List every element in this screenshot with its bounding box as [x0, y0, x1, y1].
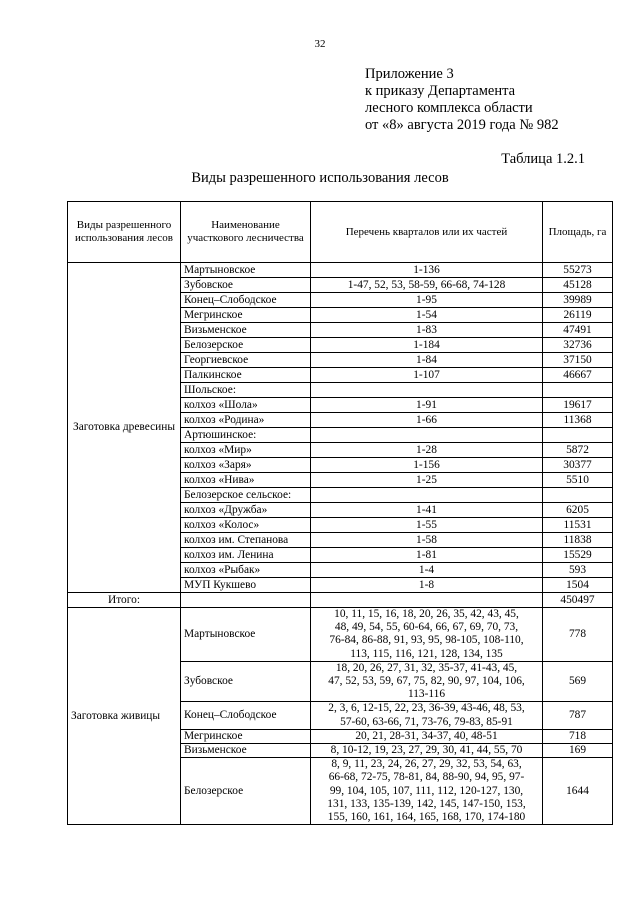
header-forestry: Наименование участкового лесничества	[181, 202, 311, 263]
forestry-name: колхоз «Родина»	[181, 413, 311, 428]
total-row	[68, 593, 613, 608]
area-cell: 718	[543, 729, 613, 743]
quarters-line: 8, 9, 11, 23, 24, 26, 27, 29, 32, 53, 54, 63,	[331, 758, 522, 771]
quarters-line: 57-60, 63-66, 71, 73-76, 79-83, 85-91	[340, 715, 513, 728]
forestry-name: Конец–Слободское	[181, 293, 311, 308]
quarters-line: 113, 115, 116, 121, 128, 134, 135	[350, 647, 503, 660]
forestry-name: колхоз им. Ленина	[181, 548, 311, 563]
quarters-cell: 1-8	[311, 578, 543, 593]
quarters-cell	[311, 488, 543, 503]
appendix-line-1: Приложение 3	[365, 66, 454, 82]
quarters-cell: 1-95	[311, 293, 543, 308]
area-cell: 1504	[543, 578, 613, 593]
total-empty-quarters	[311, 593, 543, 608]
table-row	[68, 263, 613, 278]
area-cell: 5510	[543, 473, 613, 488]
area-cell: 5872	[543, 443, 613, 458]
quarters-cell: 1-81	[311, 548, 543, 563]
appendix-line-4: от «8» августа 2019 года № 982	[365, 117, 559, 133]
use-type-cell: Заготовка живицы	[68, 608, 181, 825]
area-cell: 6205	[543, 503, 613, 518]
quarters-cell: 1-91	[311, 398, 543, 413]
area-cell: 569	[543, 661, 613, 702]
quarters-line: 8, 10-12, 19, 23, 27, 29, 30, 41, 44, 55, 70	[330, 744, 523, 757]
quarters-cell: 1-84	[311, 353, 543, 368]
quarters-line: 155, 160, 161, 164, 165, 168, 170, 174-180	[327, 811, 526, 824]
quarters-cell	[311, 758, 543, 825]
quarters-cell: 1-4	[311, 563, 543, 578]
table-header-row	[68, 202, 613, 263]
table-title: Виды разрешенного использования лесов	[191, 170, 449, 186]
forestry-name: колхоз «Колос»	[181, 518, 311, 533]
area-cell: 19617	[543, 398, 613, 413]
area-cell	[543, 428, 613, 443]
forestry-name: колхоз «Заря»	[181, 458, 311, 473]
quarters-cell: 1-55	[311, 518, 543, 533]
forestry-name: Визьменское	[181, 323, 311, 338]
forestry-name: Белозерское сельское:	[181, 488, 311, 503]
forestry-name: Палкинское	[181, 368, 311, 383]
table-row	[68, 608, 613, 662]
quarters-line: 2, 3, 6, 12-15, 22, 23, 36-39, 43-46, 48, 53,	[328, 702, 525, 715]
forestry-name: Конец–Слободское	[181, 702, 311, 729]
quarters-line: 18, 20, 26, 27, 31, 32, 35-37, 41-43, 45,	[335, 661, 518, 674]
quarters-cell: 1-25	[311, 473, 543, 488]
area-cell: 778	[543, 608, 613, 662]
appendix-line-3: лесного комплекса области	[365, 100, 533, 116]
quarters-cell	[311, 661, 543, 702]
forestry-name: колхоз «Нива»	[181, 473, 311, 488]
quarters-line: 99, 104, 105, 107, 111, 112, 120-127, 130,	[329, 784, 524, 797]
quarters-cell: 1-156	[311, 458, 543, 473]
quarters-line: 47, 52, 53, 59, 67, 75, 82, 90, 97, 104, 106,	[328, 675, 525, 688]
quarters-cell	[311, 744, 543, 758]
forest-use-table	[67, 201, 613, 825]
quarters-line: 66-68, 72-75, 78-81, 84, 88-90, 94, 95, 97-	[328, 771, 525, 784]
forestry-name: Мегринское	[181, 308, 311, 323]
forestry-name: Белозерское	[181, 758, 311, 825]
area-cell: 30377	[543, 458, 613, 473]
area-cell: 169	[543, 744, 613, 758]
area-cell: 593	[543, 563, 613, 578]
area-cell: 46667	[543, 368, 613, 383]
quarters-cell: 1-107	[311, 368, 543, 383]
header-area: Площадь, га	[543, 202, 613, 263]
area-cell: 15529	[543, 548, 613, 563]
forestry-name: колхоз им. Степанова	[181, 533, 311, 548]
forestry-name: колхоз «Мир»	[181, 443, 311, 458]
quarters-cell	[311, 729, 543, 743]
forestry-name: Артюшинское:	[181, 428, 311, 443]
area-cell: 11368	[543, 413, 613, 428]
quarters-line: 113-116	[407, 688, 446, 701]
table-number: Таблица 1.2.1	[501, 151, 585, 167]
area-cell	[543, 488, 613, 503]
quarters-cell	[311, 383, 543, 398]
forestry-name: Зубовское	[181, 278, 311, 293]
quarters-line: 76-84, 86-88, 91, 93, 95, 98-105, 108-110,	[329, 634, 524, 647]
quarters-line: 48, 49, 54, 55, 60-64, 66, 67, 69, 70, 73,	[334, 621, 519, 634]
table-body	[68, 263, 613, 825]
forestry-name: Зубовское	[181, 661, 311, 702]
area-cell: 37150	[543, 353, 613, 368]
quarters-line: 10, 11, 15, 16, 18, 20, 26, 35, 42, 43, 45,	[334, 608, 519, 620]
area-cell: 1644	[543, 758, 613, 825]
quarters-cell: 1-83	[311, 323, 543, 338]
area-cell	[543, 383, 613, 398]
area-cell: 55273	[543, 263, 613, 278]
quarters-cell: 1-47, 52, 53, 58-59, 66-68, 74-128	[311, 278, 543, 293]
forestry-name: Мартыновское	[181, 263, 311, 278]
total-label: Итого:	[68, 593, 181, 608]
total-area: 450497	[543, 593, 613, 608]
area-cell: 26119	[543, 308, 613, 323]
quarters-line: 131, 133, 135-139, 142, 145, 147-150, 153,	[327, 797, 526, 810]
forestry-name: Шольское:	[181, 383, 311, 398]
forestry-name: Белозерское	[181, 338, 311, 353]
forestry-name: Мартыновское	[181, 608, 311, 662]
area-cell: 32736	[543, 338, 613, 353]
quarters-cell: 1-184	[311, 338, 543, 353]
total-empty-forestry	[181, 593, 311, 608]
forestry-name: Георгиевское	[181, 353, 311, 368]
forestry-name: МУП Кукшево	[181, 578, 311, 593]
forestry-name: колхоз «Дружба»	[181, 503, 311, 518]
quarters-cell: 1-41	[311, 503, 543, 518]
quarters-cell	[311, 428, 543, 443]
appendix-line-2: к приказу Департамента	[365, 83, 516, 99]
appendix-header	[365, 66, 559, 134]
area-cell: 11838	[543, 533, 613, 548]
forestry-name: колхоз «Рыбак»	[181, 563, 311, 578]
quarters-cell	[311, 702, 543, 729]
quarters-cell: 1-136	[311, 263, 543, 278]
quarters-cell	[311, 608, 543, 662]
header-quarters: Перечень кварталов или их частей	[311, 202, 543, 263]
use-type-cell: Заготовка древесины	[68, 263, 181, 593]
forestry-name: Визьменское	[181, 744, 311, 758]
area-cell: 39989	[543, 293, 613, 308]
area-cell: 11531	[543, 518, 613, 533]
forestry-name: колхоз «Шола»	[181, 398, 311, 413]
quarters-cell: 1-58	[311, 533, 543, 548]
forestry-name: Мегринское	[181, 729, 311, 743]
quarters-cell: 1-28	[311, 443, 543, 458]
area-cell: 787	[543, 702, 613, 729]
page-number: 32	[314, 38, 326, 50]
quarters-cell: 1-66	[311, 413, 543, 428]
quarters-cell: 1-54	[311, 308, 543, 323]
area-cell: 45128	[543, 278, 613, 293]
header-use-type: Виды разрешенного использования лесов	[68, 202, 181, 263]
quarters-line: 20, 21, 28-31, 34-37, 40, 48-51	[355, 729, 498, 742]
area-cell: 47491	[543, 323, 613, 338]
